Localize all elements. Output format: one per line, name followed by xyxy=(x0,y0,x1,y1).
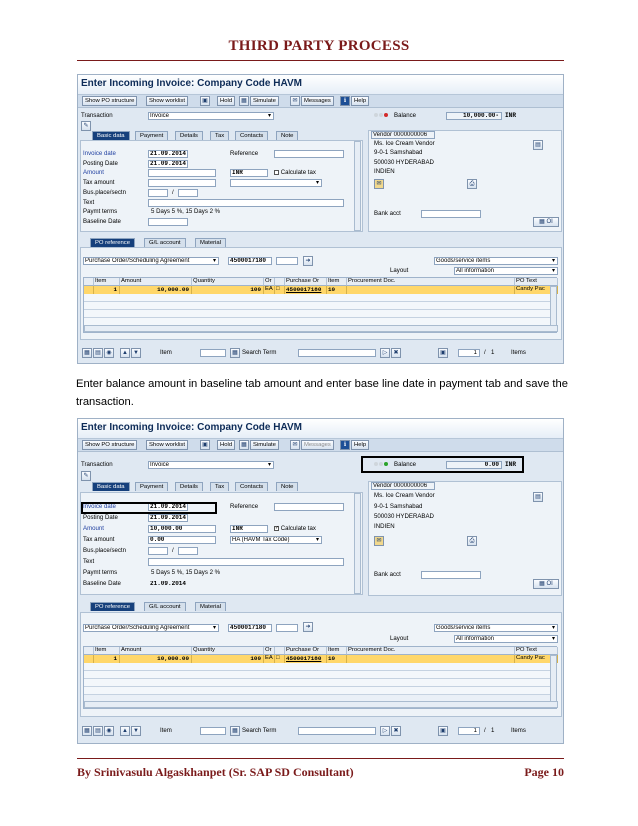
help-icon[interactable]: ℹ xyxy=(340,96,350,106)
layout-select[interactable]: All information ▾ xyxy=(454,267,558,275)
balance-highlight-box xyxy=(361,456,524,473)
text-label: Text xyxy=(83,558,95,565)
column-header[interactable] xyxy=(84,647,94,655)
row-selector[interactable] xyxy=(84,655,94,663)
page-icon[interactable]: ▣ xyxy=(438,726,448,736)
hold-button[interactable]: Hold xyxy=(217,96,235,106)
display-icon[interactable]: ▣ xyxy=(200,440,210,450)
transfer-icon[interactable]: ➜ xyxy=(303,622,313,632)
bus-place-label: Bus.place/sectn xyxy=(83,189,127,196)
panel-scrollbar[interactable] xyxy=(354,493,361,594)
row-selector[interactable] xyxy=(84,286,94,294)
checkbox-icon: ✓ xyxy=(275,524,280,531)
section-field[interactable] xyxy=(178,189,198,197)
po-number-field[interactable]: 4500017180 xyxy=(228,624,272,632)
edit-icon[interactable]: ✎ xyxy=(81,121,91,131)
tax-amount-field[interactable] xyxy=(148,179,216,187)
po-type-select[interactable]: Purchase Order/Scheduling Agreement ▾ xyxy=(83,257,219,265)
calculate-tax-checkbox[interactable]: Calculate tax xyxy=(274,169,316,177)
page-total: 1 xyxy=(491,349,495,356)
business-place-field[interactable] xyxy=(148,547,168,555)
goods-service-select[interactable]: Goods/service items ▾ xyxy=(434,257,558,265)
payment-terms-value: 5 Days 5 %, 15 Days 2 % xyxy=(151,569,221,576)
tax-amount-label: Tax amount xyxy=(83,179,115,186)
table-row[interactable] xyxy=(84,687,550,695)
business-place-field[interactable] xyxy=(148,189,168,197)
filter-icon[interactable]: ▼ xyxy=(131,348,141,358)
po-tab-material[interactable]: Material xyxy=(195,602,226,611)
text-label: Text xyxy=(83,199,95,206)
column-header[interactable] xyxy=(84,278,94,286)
footer-author: By Srinivasulu Algaskhanpet (Sr. SAP SD Consultant) xyxy=(77,765,354,779)
po-item-field[interactable] xyxy=(276,624,298,632)
item-status-bar xyxy=(82,348,562,358)
application-toolbar xyxy=(78,439,563,452)
search-term-label: Search Term xyxy=(242,349,277,356)
column-header[interactable]: Or xyxy=(264,278,275,286)
currency-field[interactable]: INR xyxy=(230,169,268,177)
cell-procurement-doc xyxy=(347,286,515,294)
search-icon[interactable]: ▦ xyxy=(230,348,240,358)
po-items-table xyxy=(83,277,557,333)
tax-amount-field[interactable]: 0.00 xyxy=(148,536,216,544)
cell-po-number[interactable]: 4500017180 xyxy=(285,286,327,294)
title-rule xyxy=(77,60,564,61)
light-icon xyxy=(384,113,388,117)
tax-code-select[interactable]: HA (HAVM Tax Code) ▾ xyxy=(230,536,322,544)
currency-field[interactable]: INR xyxy=(230,525,268,533)
dropdown-icon: ▾ xyxy=(267,113,271,119)
cell-unit: EA xyxy=(264,286,275,294)
sap-screen-after xyxy=(77,418,564,744)
cell-po-item: 10 xyxy=(327,655,347,663)
bank-account-label: Bank acct xyxy=(374,571,401,578)
item-label: Item xyxy=(160,349,172,356)
tax-amount-label: Tax amount xyxy=(83,536,115,543)
reference-label: Reference xyxy=(230,150,259,157)
messages-button[interactable]: Messages xyxy=(301,440,334,450)
page-number-field[interactable]: 1 xyxy=(458,727,480,735)
invoice-date-field[interactable]: 21.09.2014 xyxy=(150,150,187,157)
edit-icon[interactable]: ✎ xyxy=(81,471,91,481)
tab-details[interactable]: Details xyxy=(175,131,203,140)
dropdown-icon: ▾ xyxy=(551,625,555,631)
table-row[interactable] xyxy=(84,310,550,318)
sap-screen-before xyxy=(77,74,564,364)
balance-value: 10,000.00- xyxy=(446,112,502,120)
tab-contacts[interactable]: Contacts xyxy=(235,131,268,140)
column-header[interactable]: Or xyxy=(264,647,275,655)
column-header[interactable]: Purchase Or xyxy=(285,278,327,286)
show-worklist-button[interactable]: Show worklist xyxy=(146,96,188,106)
tab-details[interactable]: Details xyxy=(175,482,203,491)
vendor-address-line: 9-0-1 Samshabad xyxy=(374,149,423,156)
page-number: Page 10 xyxy=(524,765,564,779)
invoice-date-field[interactable]: 21.09.2014 xyxy=(150,503,187,510)
balance-value: 0.00 xyxy=(446,461,502,469)
po-tab-po-reference[interactable]: PO reference xyxy=(90,602,135,611)
vendor-address-line: 500030 HYDERABAD xyxy=(374,513,434,520)
cell-po-item: 10 xyxy=(327,286,347,294)
dropdown-icon: ▾ xyxy=(551,268,555,274)
search-next-icon[interactable]: ▷ xyxy=(380,348,390,358)
column-header[interactable] xyxy=(275,278,285,286)
po-tab-g-l-account[interactable]: G/L account xyxy=(144,238,186,247)
column-header[interactable]: Item xyxy=(94,647,120,655)
print-icon[interactable]: ⎙ xyxy=(467,179,477,189)
vendor-address-line: 9-0-1 Samshabad xyxy=(374,503,423,510)
vendor-address-line: INDIEN xyxy=(374,168,395,175)
table-row[interactable] xyxy=(84,679,550,687)
tab-payment[interactable]: Payment xyxy=(135,131,168,140)
document-title: THIRD PARTY PROCESS xyxy=(228,38,410,54)
simulate-icon[interactable]: ▦ xyxy=(239,440,249,450)
baseline-date-label: Baseline Date xyxy=(83,580,121,587)
show-po-structure-button[interactable]: Show PO structure xyxy=(82,440,137,450)
reference-field[interactable] xyxy=(274,503,344,511)
column-header[interactable]: Amount xyxy=(120,278,192,286)
cell-checkbox[interactable]: □ xyxy=(275,655,285,663)
instruction-paragraph: Enter balance amount in baseline tab amount and enter base line date in payment tab and save the transaction. xyxy=(76,378,568,408)
simulate-icon[interactable]: ▦ xyxy=(239,96,249,106)
page-number-field[interactable]: 1 xyxy=(458,349,480,357)
amount-label: Amount xyxy=(83,525,105,532)
payment-terms-value: 5 Days 5 %, 15 Days 2 % xyxy=(151,208,221,215)
print-icon[interactable]: ⎙ xyxy=(467,536,477,546)
transaction-select[interactable]: Invoice ▾ xyxy=(148,112,274,120)
vendor-details-icon[interactable]: ▤ xyxy=(533,140,543,150)
details-icon[interactable]: ◉ xyxy=(104,348,114,358)
note-icon[interactable]: ✉ xyxy=(374,536,384,546)
invoice-date-label: Invoice date xyxy=(83,150,116,157)
show-po-structure-button[interactable]: Show PO structure xyxy=(82,96,137,106)
search-term-field[interactable] xyxy=(298,349,376,357)
balance-currency: INR xyxy=(505,461,516,468)
item-label: Item xyxy=(160,727,172,734)
column-header[interactable] xyxy=(275,647,285,655)
page-total: 1 xyxy=(491,727,495,734)
column-header[interactable]: PO Text xyxy=(515,278,558,286)
checkbox-icon xyxy=(274,170,279,175)
transaction-label: Transaction xyxy=(81,461,113,468)
table-horizontal-scrollbar[interactable] xyxy=(84,701,558,708)
balance-label: Balance xyxy=(394,112,417,119)
reference-label: Reference xyxy=(230,503,259,510)
column-header[interactable]: Item xyxy=(94,278,120,286)
balance-currency: INR xyxy=(505,112,516,119)
business-place-separator: / xyxy=(172,547,174,554)
dropdown-icon: ▾ xyxy=(212,625,216,631)
note-icon[interactable]: ✉ xyxy=(374,179,384,189)
tab-contacts[interactable]: Contacts xyxy=(235,482,268,491)
bank-account-label: Bank acct xyxy=(374,210,401,217)
dropdown-icon: ▾ xyxy=(551,636,555,642)
cell-amount: 10,000.00 xyxy=(120,655,192,663)
bank-account-field[interactable] xyxy=(421,210,481,218)
table-vertical-scrollbar[interactable] xyxy=(550,655,557,702)
cell-po-text: Candy Pac xyxy=(515,286,558,294)
cell-procurement-doc xyxy=(347,655,515,663)
baseline-date-field[interactable] xyxy=(148,218,188,226)
bank-account-field[interactable] xyxy=(421,571,481,579)
simulate-button[interactable]: Simulate xyxy=(250,440,279,450)
deselect-icon[interactable]: ▤ xyxy=(93,348,103,358)
show-worklist-button[interactable]: Show worklist xyxy=(146,440,188,450)
panel-scrollbar[interactable] xyxy=(354,141,361,231)
column-header[interactable]: Item xyxy=(327,278,347,286)
vendor-address-line: INDIEN xyxy=(374,523,395,530)
light-icon xyxy=(374,113,378,117)
layout-label: Layout xyxy=(390,635,409,642)
balance-label: Balance xyxy=(394,461,417,468)
layout-label: Layout xyxy=(390,267,409,274)
items-label: Items xyxy=(511,349,526,356)
tab-note[interactable]: Note xyxy=(276,131,298,140)
text-field[interactable] xyxy=(148,558,344,566)
column-header[interactable]: Procurement Doc. xyxy=(347,278,515,286)
page-separator: / xyxy=(484,727,486,734)
footer-rule xyxy=(77,758,564,759)
deselect-icon[interactable]: ▤ xyxy=(93,726,103,736)
cell-quantity: 100 xyxy=(192,286,264,294)
dropdown-icon: ▾ xyxy=(212,258,216,264)
text-field[interactable] xyxy=(148,199,344,207)
sort-icon[interactable]: ▲ xyxy=(120,348,130,358)
amount-label: Amount xyxy=(83,169,105,176)
cell-checkbox[interactable]: □ xyxy=(275,286,285,294)
table-row[interactable] xyxy=(84,671,550,679)
column-header[interactable]: Item xyxy=(327,647,347,655)
table-row[interactable] xyxy=(84,663,550,671)
screen-header: Enter Incoming Invoice: Company Code HAVM xyxy=(78,419,563,439)
baseline-date-field[interactable]: 21.09.2014 xyxy=(150,580,187,587)
page-separator: / xyxy=(484,349,486,356)
vendor-title: Vendor 0000000006 xyxy=(371,131,435,139)
help-button[interactable]: Help xyxy=(351,440,369,450)
messages-icon[interactable]: ✉ xyxy=(290,440,300,450)
tab-note[interactable]: Note xyxy=(276,482,298,491)
cell-amount: 10,000.00 xyxy=(120,286,192,294)
cell-item: 1 xyxy=(94,655,120,663)
delete-icon[interactable]: ✖ xyxy=(391,726,401,736)
calculate-tax-checkbox[interactable]: ✓ Calculate tax xyxy=(275,524,316,532)
column-header[interactable]: PO Text xyxy=(515,647,558,655)
search-next-icon[interactable]: ▷ xyxy=(380,726,390,736)
table-horizontal-scrollbar[interactable] xyxy=(84,325,558,332)
section-field[interactable] xyxy=(178,547,198,555)
vendor-details-icon[interactable]: ▤ xyxy=(533,492,543,502)
sort-icon[interactable]: ▲ xyxy=(120,726,130,736)
item-field[interactable] xyxy=(200,727,226,735)
po-type-select[interactable]: Purchase Order/Scheduling Agreement ▾ xyxy=(83,624,219,632)
posting-date-field[interactable]: 21.09.2014 xyxy=(150,514,187,521)
cell-unit: EA xyxy=(264,655,275,663)
vendor-address-line: Ms. Ice Cream Vendor xyxy=(374,492,435,499)
dropdown-icon: ▾ xyxy=(267,462,271,468)
po-tab-g-l-account[interactable]: G/L account xyxy=(144,602,186,611)
cell-quantity: 100 xyxy=(192,655,264,663)
column-header[interactable]: Procurement Doc. xyxy=(347,647,515,655)
tab-basic-data[interactable]: Basic data xyxy=(92,131,130,140)
transaction-label: Transaction xyxy=(81,112,113,119)
search-icon[interactable]: ▦ xyxy=(230,726,240,736)
column-header[interactable]: Quantity xyxy=(192,647,264,655)
paymt-terms-label: Paymt terms xyxy=(83,569,118,576)
transfer-icon[interactable]: ➜ xyxy=(303,256,313,266)
page-icon[interactable]: ▣ xyxy=(438,348,448,358)
amount-field[interactable] xyxy=(148,169,216,177)
amount-highlight-box xyxy=(81,502,217,514)
simulate-button[interactable]: Simulate xyxy=(250,96,279,106)
search-term-field[interactable] xyxy=(298,727,376,735)
items-label: Items xyxy=(511,727,526,734)
item-field[interactable] xyxy=(200,349,226,357)
business-place-separator: / xyxy=(172,189,174,196)
invoice-date-label: Invoice date xyxy=(83,503,116,510)
table-row[interactable] xyxy=(84,294,550,302)
tax-code-select[interactable] xyxy=(230,179,322,187)
open-items-button[interactable]: ▦ OI xyxy=(533,579,559,589)
amount-field[interactable]: 10,000.00 xyxy=(148,525,216,533)
posting-date-label: Posting Date xyxy=(83,160,118,167)
po-tab-material[interactable]: Material xyxy=(195,238,226,247)
paymt-terms-label: Paymt terms xyxy=(83,208,118,215)
column-header[interactable]: Quantity xyxy=(192,278,264,286)
tab-tax[interactable]: Tax xyxy=(210,131,229,140)
help-icon[interactable]: ℹ xyxy=(340,440,350,450)
vendor-address-line: 500030 HYDERABAD xyxy=(374,159,434,166)
details-icon[interactable]: ◉ xyxy=(104,726,114,736)
filter-icon[interactable]: ▼ xyxy=(131,726,141,736)
dropdown-icon: ▾ xyxy=(315,537,319,543)
hold-button[interactable]: Hold xyxy=(217,440,235,450)
search-term-label: Search Term xyxy=(242,727,277,734)
baseline-date-label: Baseline Date xyxy=(83,218,121,225)
open-items-button[interactable]: ▦ OI xyxy=(533,217,559,227)
messages-icon[interactable]: ✉ xyxy=(290,96,300,106)
vendor-title: Vendor 0000000006 xyxy=(371,482,435,490)
po-number-field[interactable]: 4500017180 xyxy=(228,257,272,265)
posting-date-field[interactable]: 21.09.2014 xyxy=(150,160,187,167)
dropdown-icon: ▾ xyxy=(551,258,555,264)
vendor-address-line: Ms. Ice Cream Vendor xyxy=(374,140,435,147)
po-items-table xyxy=(83,646,557,709)
table-row[interactable] xyxy=(84,302,550,310)
goods-service-select[interactable]: Goods/service items ▾ xyxy=(434,624,558,632)
screen-header: Enter Incoming Invoice: Company Code HAVM xyxy=(78,75,563,95)
po-item-field[interactable] xyxy=(276,257,298,265)
page-footer xyxy=(77,765,564,780)
light-icon xyxy=(379,113,383,117)
help-button[interactable]: Help xyxy=(351,96,369,106)
tab-basic-data[interactable]: Basic data xyxy=(92,482,130,491)
layout-select[interactable]: All information ▾ xyxy=(454,635,558,643)
tab-tax[interactable]: Tax xyxy=(210,482,229,491)
cell-item: 1 xyxy=(94,286,120,294)
po-tab-po-reference[interactable]: PO reference xyxy=(90,238,135,247)
status-lights xyxy=(374,112,389,120)
messages-button[interactable]: Messages xyxy=(301,96,334,106)
bus-place-label: Bus.place/sectn xyxy=(83,547,127,554)
application-toolbar xyxy=(78,95,563,108)
reference-field[interactable] xyxy=(274,150,344,158)
posting-date-label: Posting Date xyxy=(83,514,118,521)
cell-po-text: Candy Pac xyxy=(515,655,558,663)
display-icon[interactable]: ▣ xyxy=(200,96,210,106)
table-vertical-scrollbar[interactable] xyxy=(550,286,557,326)
delete-icon[interactable]: ✖ xyxy=(391,348,401,358)
column-header[interactable]: Amount xyxy=(120,647,192,655)
transaction-select[interactable]: Invoice ▾ xyxy=(148,461,274,469)
item-status-bar xyxy=(82,726,562,736)
select-all-icon[interactable]: ▦ xyxy=(82,348,92,358)
tab-payment[interactable]: Payment xyxy=(135,482,168,491)
column-header[interactable]: Purchase Or xyxy=(285,647,327,655)
dropdown-icon: ▾ xyxy=(315,180,319,186)
select-all-icon[interactable]: ▦ xyxy=(82,726,92,736)
cell-po-number[interactable]: 4500017180 xyxy=(285,655,327,663)
